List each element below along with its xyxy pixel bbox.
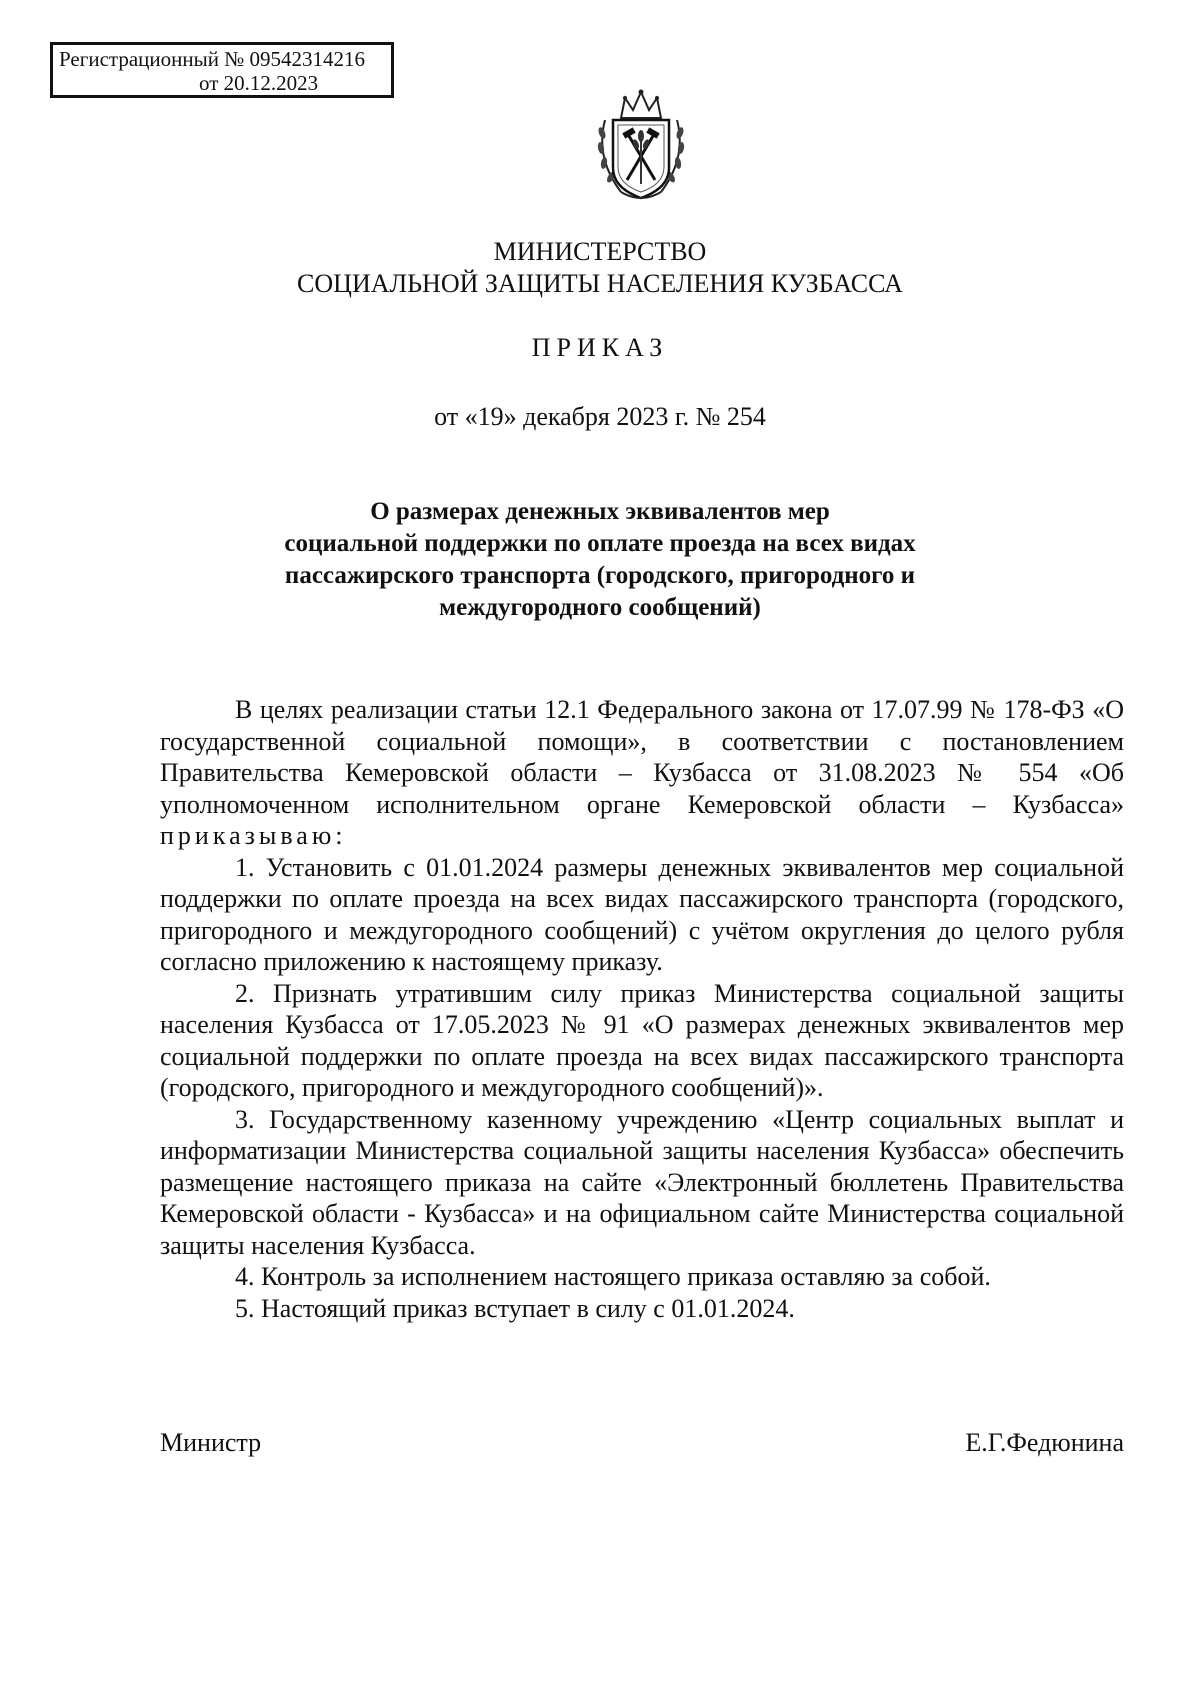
order-item-5: 5. Настоящий приказ вступает в силу с 01.01.2024. — [235, 1293, 795, 1323]
order-item-4: 4. Контроль за исполнением настоящего приказа оставляю за собой. — [235, 1262, 991, 1291]
title-line-4: междугородного сообщений) — [439, 594, 761, 621]
document-date-number: от «19» декабря 2023 г. № 254 — [434, 402, 766, 431]
document-title — [0, 496, 1200, 624]
signatory-position: Министр — [160, 1428, 262, 1457]
registration-date: от 20.12.2023 — [199, 71, 319, 95]
preamble-text: В целях реализации статьи 12.1 Федерального закона от 17.07.99 № 178-ФЗ «О государственной социальной помощи», в соответствии с постановлением Правительства Кемеровской области – Кузбасса от 31.08.2023 № 554 «Об уполномоченном исполнительном органе Кемеровской области – Кузбасса» — [160, 695, 1124, 819]
title-line-1: О размерах денежных эквивалентов мер — [370, 498, 830, 525]
order-word: приказываю: — [160, 821, 347, 850]
coat-of-arms-emblem — [591, 88, 691, 206]
registration-number: Регистрационный № 09542314216 — [59, 47, 365, 71]
title-line-3: пассажирского транспорта (городского, пригородного и — [284, 562, 916, 589]
ministry-name — [0, 236, 1200, 300]
ministry-line-2: СОЦИАЛЬНОЙ ЗАЩИТЫ НАСЕЛЕНИЯ КУЗБАССА — [297, 269, 903, 298]
ministry-line-1: МИНИСТЕРСТВО — [493, 237, 707, 266]
order-item-1: 1. Установить с 01.01.2024 размеры денежных эквивалентов мер социальной поддержки по оплате проезда на всех видах пассажирского транспорта (городского, пригородного и междугородного сообщений) с учётом округления до целого рубля согласно приложению к настоящему приказу. — [160, 852, 1124, 976]
preamble-paragraph — [160, 694, 1124, 852]
document-type: ПРИКАЗ — [531, 333, 669, 362]
registration-stamp — [50, 42, 394, 98]
title-line-2: социальной поддержки по оплате проезда на всех видах — [284, 530, 916, 557]
order-body — [160, 694, 1124, 1324]
order-item-3: 3. Государственному казенному учреждению «Центр социальных выплат и информатизации Министерства социальной защиты населения Кузбасса» обеспечить размещение настоящего приказа на сайте «Электронный бюллетень Правительства Кемеровской области - Кузбасса» и на официальном сайте Министерства социальной защиты населения Кузбасса. — [160, 1104, 1124, 1260]
order-item-2: 2. Признать утратившим силу приказ Министерства социальной защиты населения Кузбасса от 17.05.2023 № 91 «О размерах денежных эквивалентов мер социальной поддержки по оплате проезда на всех видах пассажирского транспорта (городского, пригородного и междугородного сообщений)». — [160, 978, 1124, 1102]
signatory-name: Е.Г.Федюнина — [965, 1428, 1124, 1457]
